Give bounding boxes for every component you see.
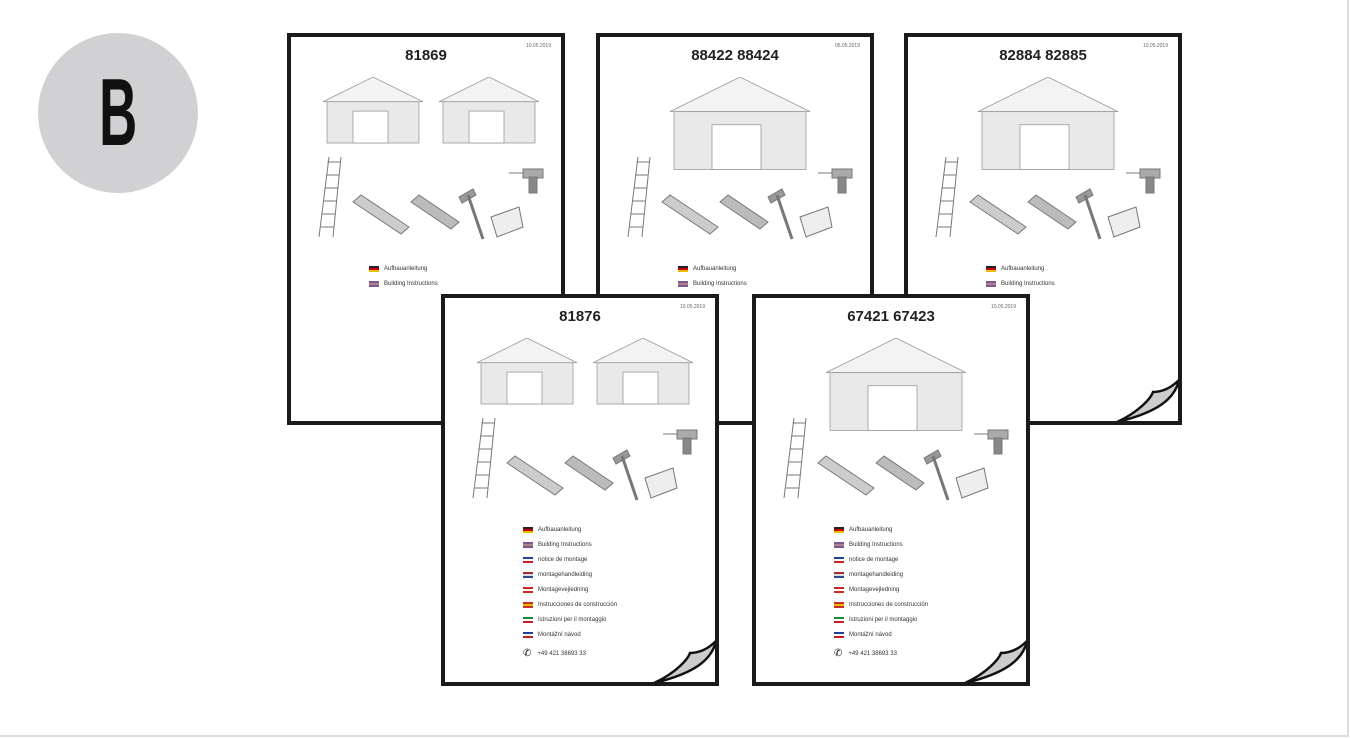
flag-icon	[523, 602, 533, 608]
language-label: Building Instructions	[538, 541, 592, 548]
model-number: 81876	[559, 308, 601, 325]
language-item	[523, 522, 617, 537]
saw-illustration	[491, 207, 523, 237]
wood-beam-illustration	[876, 456, 924, 490]
flag-icon	[986, 281, 996, 287]
spirit-level-illustration	[507, 456, 563, 495]
flag-icon	[834, 542, 844, 548]
language-item	[986, 261, 1055, 276]
page-curl-icon	[1109, 378, 1179, 422]
language-label: notice de montage	[849, 556, 899, 563]
flag-icon	[834, 527, 844, 533]
cover-illustration	[908, 77, 1178, 257]
language-item	[834, 582, 928, 597]
language-list	[678, 261, 747, 291]
language-label: Istruzioni per il montaggio	[538, 616, 607, 623]
language-list	[986, 261, 1055, 291]
flag-icon	[678, 281, 688, 287]
ladder-illustration	[628, 157, 650, 237]
language-item	[369, 261, 438, 276]
drill-illustration	[1126, 169, 1160, 193]
language-item	[523, 582, 617, 597]
drill-illustration	[509, 169, 543, 193]
language-item	[986, 276, 1055, 291]
page-curl-icon	[957, 639, 1027, 683]
spirit-level-illustration	[353, 195, 409, 234]
section-badge	[38, 33, 198, 193]
language-label: Instrucciones de construcción	[849, 601, 929, 608]
language-list	[369, 261, 438, 291]
document-date: 10.05.2019	[1142, 43, 1168, 49]
garden-house-illustration	[323, 77, 423, 143]
saw-illustration	[645, 468, 677, 498]
page-curl-icon	[646, 639, 716, 683]
spirit-level-illustration	[970, 195, 1026, 234]
language-list	[834, 522, 928, 659]
flag-icon	[369, 266, 379, 272]
model-number: 82884 82885	[999, 47, 1087, 64]
flag-icon	[834, 602, 844, 608]
wood-beam-illustration	[1028, 195, 1076, 229]
cover-illustration	[600, 77, 870, 257]
model-number: 88422 88424	[691, 47, 779, 64]
flag-icon	[523, 557, 533, 563]
language-label: Building Instructions	[1001, 280, 1055, 287]
flag-icon	[834, 557, 844, 563]
saw-illustration	[1108, 207, 1140, 237]
language-item	[834, 522, 928, 537]
language-item	[834, 597, 928, 612]
flag-icon	[369, 281, 379, 287]
flag-icon	[523, 587, 533, 593]
language-label: Building Instructions	[693, 280, 747, 287]
language-item	[834, 612, 928, 627]
hotline	[834, 648, 928, 659]
language-label: Aufbauanleitung	[1001, 265, 1045, 272]
flag-icon	[986, 266, 996, 272]
garden-house-illustration	[593, 338, 693, 404]
language-item	[834, 627, 928, 642]
language-item	[523, 552, 617, 567]
garden-house-illustration	[477, 338, 577, 404]
saw-illustration	[956, 468, 988, 498]
wood-beam-illustration	[565, 456, 613, 490]
flag-icon	[834, 572, 844, 578]
wood-beam-illustration	[720, 195, 768, 229]
ladder-illustration	[319, 157, 341, 237]
flag-icon	[523, 542, 533, 548]
language-item	[523, 537, 617, 552]
wood-beam-illustration	[411, 195, 459, 229]
drill-illustration	[818, 169, 852, 193]
phone-icon: ✆	[523, 648, 532, 659]
instruction-manual-cover	[752, 294, 1030, 686]
language-label: Montagevejledning	[538, 586, 589, 593]
language-label: Montagevejledning	[849, 586, 900, 593]
document-date: 10.05.2019	[525, 43, 551, 49]
language-label: Montážní návod	[538, 631, 581, 638]
garden-house-illustration	[826, 338, 966, 430]
drill-illustration	[663, 430, 697, 454]
language-label: Aufbauanleitung	[384, 265, 428, 272]
language-item	[834, 552, 928, 567]
language-item	[369, 276, 438, 291]
flag-icon	[834, 632, 844, 638]
spirit-level-illustration	[818, 456, 874, 495]
language-item	[678, 261, 747, 276]
ladder-illustration	[784, 418, 806, 498]
ladder-illustration	[473, 418, 495, 498]
document-date: 05.05.2019	[834, 43, 860, 49]
section-letter: B	[99, 59, 137, 166]
flag-icon	[523, 527, 533, 533]
garden-house-illustration	[439, 77, 539, 143]
drill-illustration	[974, 430, 1008, 454]
language-item	[834, 567, 928, 582]
language-label: notice de montage	[538, 556, 588, 563]
flag-icon	[834, 617, 844, 623]
ladder-illustration	[936, 157, 958, 237]
language-item	[523, 627, 617, 642]
saw-illustration	[800, 207, 832, 237]
language-item	[523, 597, 617, 612]
phone-icon: ✆	[834, 648, 843, 659]
cover-illustration	[756, 338, 1026, 518]
flag-icon	[678, 266, 688, 272]
language-label: montagehandleiding	[538, 571, 593, 578]
flag-icon	[523, 632, 533, 638]
language-label: Aufbauanleitung	[849, 526, 893, 533]
language-label: Aufbauanleitung	[538, 526, 582, 533]
language-label: Aufbauanleitung	[693, 265, 737, 272]
language-item	[523, 567, 617, 582]
garden-house-illustration	[978, 77, 1118, 169]
cover-illustration	[445, 338, 715, 518]
spirit-level-illustration	[662, 195, 718, 234]
language-label: Instrucciones de construcción	[538, 601, 618, 608]
garden-house-illustration	[670, 77, 810, 169]
document-date: 10.05.2019	[679, 304, 705, 310]
language-label: Building Instructions	[384, 280, 438, 287]
language-item	[834, 537, 928, 552]
language-label: Istruzioni per il montaggio	[849, 616, 918, 623]
phone-number: +49 421 38693 33	[537, 650, 586, 657]
language-label: montagehandleiding	[849, 571, 904, 578]
cover-illustration	[291, 77, 561, 257]
flag-icon	[834, 587, 844, 593]
model-number: 81869	[405, 47, 447, 64]
phone-number: +49 421 38693 33	[848, 650, 897, 657]
language-item	[678, 276, 747, 291]
flag-icon	[523, 617, 533, 623]
model-number: 67421 67423	[847, 308, 935, 325]
hotline	[523, 648, 617, 659]
language-label: Building Instructions	[849, 541, 903, 548]
document-date: 10.05.2019	[990, 304, 1016, 310]
language-label: Montážní návod	[849, 631, 892, 638]
flag-icon	[523, 572, 533, 578]
language-item	[523, 612, 617, 627]
instruction-manual-cover	[441, 294, 719, 686]
language-list	[523, 522, 617, 659]
